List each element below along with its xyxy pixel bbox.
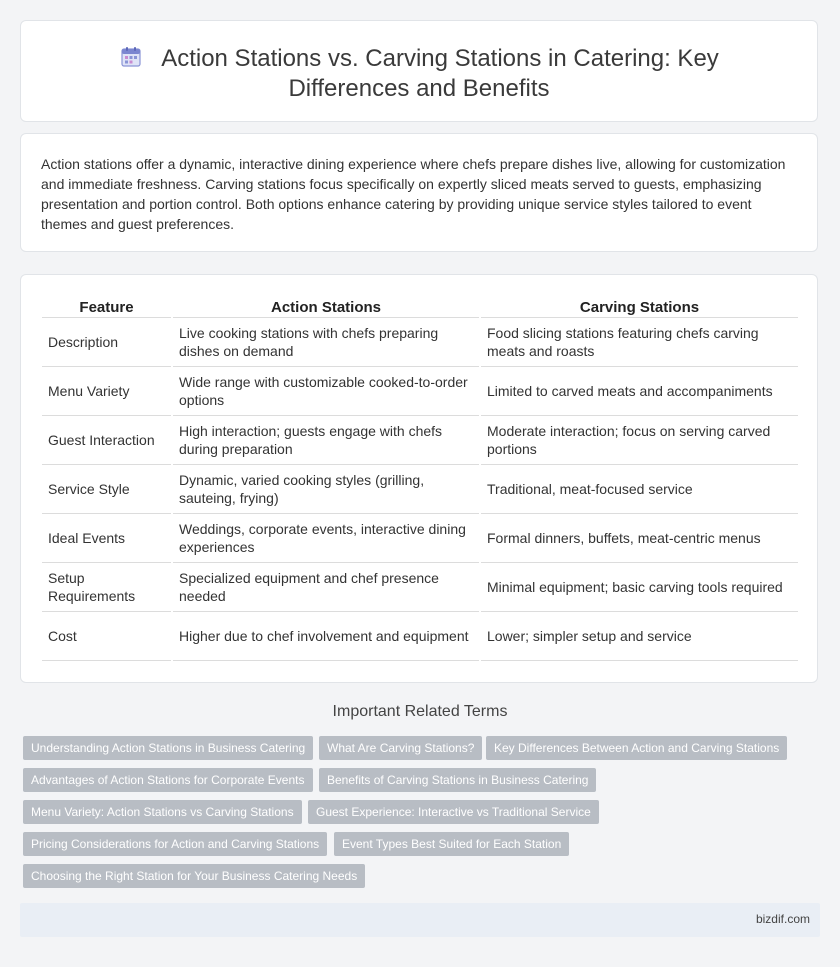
header-feature: Feature	[42, 297, 172, 318]
related-term-tag[interactable]: Understanding Action Stations in Business Catering	[23, 736, 313, 760]
related-term-tag[interactable]: Menu Variety: Action Stations vs Carving Stations	[23, 800, 302, 824]
feature-cell: Setup Requirements	[42, 563, 172, 612]
action-cell: Dynamic, varied cooking styles (grilling, sauteing, frying)	[172, 465, 480, 514]
footer-site-link[interactable]: bizdif.com	[755, 912, 810, 926]
header-carving-stations: Carving Stations	[480, 297, 798, 318]
comparison-table	[42, 297, 798, 661]
table-row	[42, 563, 798, 612]
related-term-tag[interactable]: Event Types Best Suited for Each Station	[334, 832, 569, 856]
related-term-tag[interactable]: Benefits of Carving Stations in Business Catering	[319, 768, 596, 792]
carving-cell: Lower; simpler setup and service	[480, 612, 798, 661]
action-cell: Live cooking stations with chefs preparing dishes on demand	[172, 318, 480, 367]
action-cell: High interaction; guests engage with chefs during preparation	[172, 416, 480, 465]
table-row	[42, 318, 798, 367]
related-term-tag[interactable]: Pricing Considerations for Action and Carving Stations	[23, 832, 327, 856]
intro-paragraph: Action stations offer a dynamic, interactive dining experience where chefs prepare dishes live, allowing for customization and immediate freshness. Carving stations focus specifically on expertly sliced meats served to guests, emphasizing presentation and portion control. Both options enhance catering by providing unique service styles tailored to event themes and guest preferences.	[41, 156, 786, 232]
footer	[20, 903, 820, 937]
table-row	[42, 367, 798, 416]
related-term-tag[interactable]: Key Differences Between Action and Carving Stations	[486, 736, 787, 760]
related-term-tag[interactable]: Guest Experience: Interactive vs Traditional Service	[308, 800, 599, 824]
table-row	[42, 612, 798, 661]
page-title	[61, 44, 777, 104]
feature-cell: Ideal Events	[42, 514, 172, 563]
feature-cell: Guest Interaction	[42, 416, 172, 465]
feature-cell: Service Style	[42, 465, 172, 514]
header-card	[20, 20, 818, 122]
action-cell: Higher due to chef involvement and equipment	[172, 612, 480, 661]
action-cell: Wide range with customizable cooked-to-order options	[172, 367, 480, 416]
page-title-text: Action Stations vs. Carving Stations in Catering: Key Differences and Benefits	[161, 45, 719, 102]
related-terms-heading: Important Related Terms	[332, 703, 508, 720]
carving-cell: Traditional, meat-focused service	[480, 465, 798, 514]
carving-cell: Moderate interaction; focus on serving carved portions	[480, 416, 798, 465]
header-action-stations: Action Stations	[172, 297, 480, 318]
comparison-card	[20, 274, 818, 683]
action-cell: Specialized equipment and chef presence needed	[172, 563, 480, 612]
feature-cell: Cost	[42, 612, 172, 661]
related-term-tag[interactable]: What Are Carving Stations?	[319, 736, 482, 760]
carving-cell: Minimal equipment; basic carving tools required	[480, 563, 798, 612]
carving-cell: Limited to carved meats and accompaniments	[480, 367, 798, 416]
table-row	[42, 416, 798, 465]
feature-cell: Description	[42, 318, 172, 367]
table-header-row	[42, 297, 798, 318]
related-term-tag[interactable]: Choosing the Right Station for Your Business Catering Needs	[23, 864, 365, 888]
table-row	[42, 514, 798, 563]
related-term-tag[interactable]: Advantages of Action Stations for Corporate Events	[23, 768, 313, 792]
feature-cell: Menu Variety	[42, 367, 172, 416]
calendar-icon	[119, 45, 143, 69]
carving-cell: Formal dinners, buffets, meat-centric menus	[480, 514, 798, 563]
carving-cell: Food slicing stations featuring chefs carving meats and roasts	[480, 318, 798, 367]
table-row	[42, 465, 798, 514]
action-cell: Weddings, corporate events, interactive dining experiences	[172, 514, 480, 563]
intro-card	[20, 133, 818, 252]
